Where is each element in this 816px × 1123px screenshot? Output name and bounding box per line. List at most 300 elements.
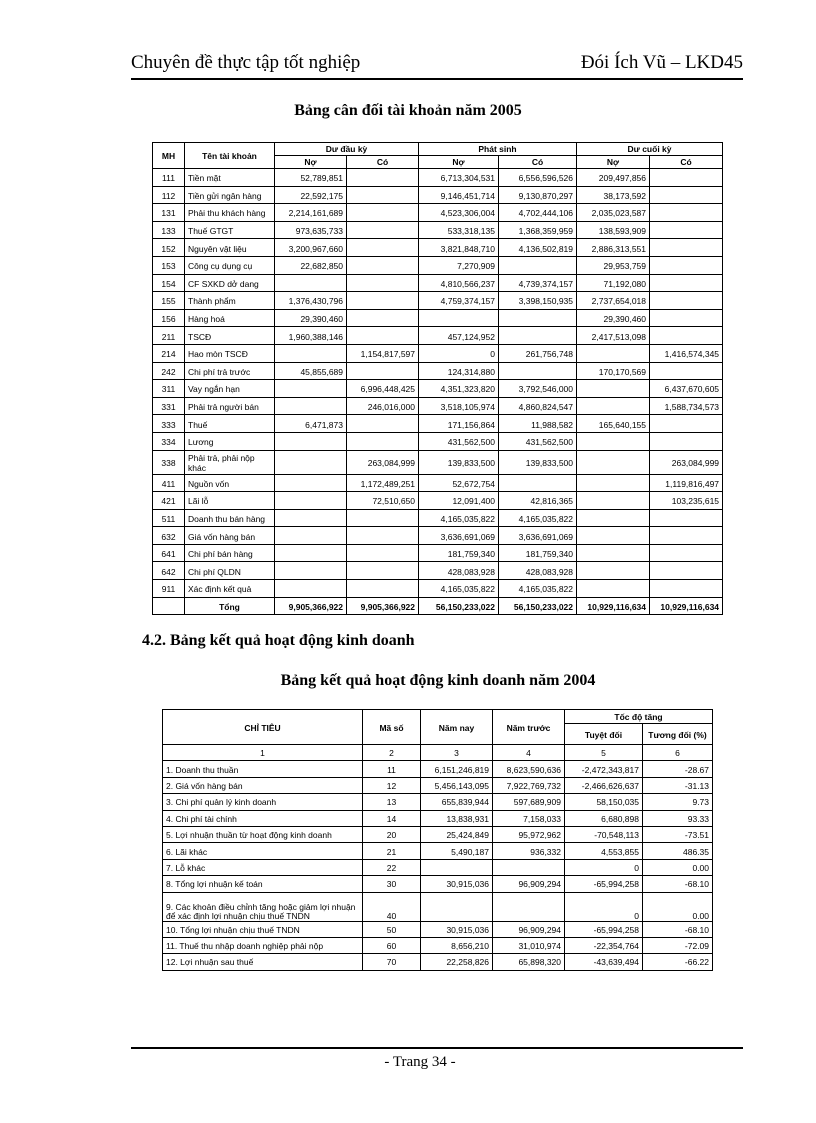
opening-debit — [275, 274, 347, 292]
movement-credit: 428,083,928 — [499, 562, 577, 580]
relative-change: 486.35 — [643, 843, 713, 859]
movement-credit: 4,165,035,822 — [499, 509, 577, 527]
absolute-change: -43,639,494 — [565, 954, 643, 970]
movement-debit: 457,124,952 — [419, 327, 499, 345]
account-code: 155 — [153, 292, 185, 310]
opening-debit — [275, 492, 347, 510]
account-name: Giá vốn hàng bán — [185, 527, 275, 545]
opening-credit: 246,016,000 — [347, 397, 419, 415]
item-code: 12 — [363, 777, 421, 793]
col-this-year-header: Năm nay — [421, 710, 493, 745]
absolute-change: -70,548,113 — [565, 826, 643, 842]
account-name: Công cụ dụng cụ — [185, 256, 275, 274]
absolute-change: -65,994,258 — [565, 921, 643, 937]
table-row — [153, 509, 723, 527]
this-year-value: 30,915,036 — [421, 876, 493, 892]
closing-credit: 6,437,670,605 — [650, 380, 723, 398]
opening-debit: 52,789,851 — [275, 169, 347, 187]
col-name-header: Tên tài khoản — [185, 143, 275, 169]
table-row — [163, 777, 713, 793]
last-year-value: 936,332 — [493, 843, 565, 859]
item-name: 1. Doanh thu thuần — [163, 761, 363, 777]
movement-credit: 4,702,444,106 — [499, 204, 577, 222]
table-row — [153, 527, 723, 545]
total-label: Tổng — [185, 597, 275, 615]
closing-debit: 71,192,080 — [577, 274, 650, 292]
relative-change: -31.13 — [643, 777, 713, 793]
closing-debit — [577, 527, 650, 545]
opening-credit — [347, 292, 419, 310]
opening-credit — [347, 274, 419, 292]
item-name: 5. Lợi nhuận thuần từ hoạt động kinh doanh — [163, 826, 363, 842]
table-row — [153, 186, 723, 204]
closing-debit: 138,593,909 — [577, 221, 650, 239]
account-name: Thành phẩm — [185, 292, 275, 310]
movement-credit: 431,562,500 — [499, 432, 577, 450]
table-row — [153, 492, 723, 510]
account-code: 111 — [153, 169, 185, 187]
absolute-change: 4,553,855 — [565, 843, 643, 859]
movement-debit: 139,833,500 — [419, 450, 499, 474]
opening-credit — [347, 186, 419, 204]
last-year-value: 7,922,769,732 — [493, 777, 565, 793]
closing-credit — [650, 362, 723, 380]
closing-credit — [650, 186, 723, 204]
last-year-value: 65,898,320 — [493, 954, 565, 970]
opening-credit — [347, 562, 419, 580]
item-code: 14 — [363, 810, 421, 826]
opening-debit — [275, 397, 347, 415]
opening-credit — [347, 204, 419, 222]
opening-debit: 3,200,967,660 — [275, 239, 347, 257]
opening-debit — [275, 580, 347, 598]
account-code: 156 — [153, 309, 185, 327]
last-year-value: 95,972,962 — [493, 826, 565, 842]
movement-debit: 0 — [419, 344, 499, 362]
movement-credit: 3,636,691,069 — [499, 527, 577, 545]
item-code: 70 — [363, 954, 421, 970]
account-name: Lãi lỗ — [185, 492, 275, 510]
opening-debit: 22,682,850 — [275, 256, 347, 274]
movement-debit: 4,523,306,004 — [419, 204, 499, 222]
item-name: 7. Lỗ khác — [163, 859, 363, 875]
this-year-value: 25,424,849 — [421, 826, 493, 842]
total-blank — [153, 597, 185, 615]
closing-debit: 2,737,654,018 — [577, 292, 650, 310]
item-code: 21 — [363, 843, 421, 859]
col-number: 6 — [643, 745, 713, 761]
movement-credit: 4,739,374,157 — [499, 274, 577, 292]
account-name: Xác định kết quả — [185, 580, 275, 598]
account-name: TSCĐ — [185, 327, 275, 345]
col-last-year-header: Năm trước — [493, 710, 565, 745]
account-name: Chi phí bán hàng — [185, 544, 275, 562]
account-name: Thuế — [185, 415, 275, 433]
opening-debit: 1,960,388,146 — [275, 327, 347, 345]
this-year-value: 655,839,944 — [421, 794, 493, 810]
opening-credit — [347, 169, 419, 187]
table-row — [153, 309, 723, 327]
table-row — [163, 810, 713, 826]
account-code: 421 — [153, 492, 185, 510]
table-row — [163, 937, 713, 953]
last-year-value: 597,689,909 — [493, 794, 565, 810]
last-year-value: 7,158,033 — [493, 810, 565, 826]
account-name: Hàng hoá — [185, 309, 275, 327]
page-number: - Trang 34 - — [384, 1054, 456, 1070]
movement-credit: 4,165,035,822 — [499, 580, 577, 598]
closing-credit — [650, 292, 723, 310]
movement-debit: 7,270,909 — [419, 256, 499, 274]
movement-debit: 52,672,754 — [419, 474, 499, 492]
table-row — [163, 761, 713, 777]
movement-credit: 11,988,582 — [499, 415, 577, 433]
col-number: 4 — [493, 745, 565, 761]
opening-credit — [347, 432, 419, 450]
closing-credit — [650, 239, 723, 257]
closing-debit — [577, 474, 650, 492]
table-row — [153, 327, 723, 345]
opening-debit: 6,471,873 — [275, 415, 347, 433]
movement-debit: 3,821,848,710 — [419, 239, 499, 257]
header-right: Đói Ích Vũ – LKD45 — [580, 52, 743, 73]
opening-credit — [347, 309, 419, 327]
absolute-change: -2,472,343,817 — [565, 761, 643, 777]
opening-debit: 2,214,161,689 — [275, 204, 347, 222]
movement-debit: 4,165,035,822 — [419, 580, 499, 598]
account-code: 338 — [153, 450, 185, 474]
item-code: 20 — [363, 826, 421, 842]
account-code: 331 — [153, 397, 185, 415]
closing-credit — [650, 580, 723, 598]
movement-credit: 3,398,150,935 — [499, 292, 577, 310]
opening-credit: 263,084,999 — [347, 450, 419, 474]
income-table — [162, 709, 713, 971]
closing-debit — [577, 432, 650, 450]
total-row — [153, 597, 723, 615]
total-md: 56,150,233,022 — [419, 597, 499, 615]
closing-debit — [577, 380, 650, 398]
table-row — [163, 921, 713, 937]
page-header — [131, 52, 743, 78]
closing-credit — [650, 309, 723, 327]
item-name: 9. Các khoản điều chỉnh tăng hoặc giảm lợi nhuận để xác định lợi nhuận chịu thuế TNDN — [163, 892, 363, 921]
col-number: 3 — [421, 745, 493, 761]
closing-credit — [650, 544, 723, 562]
closing-credit — [650, 527, 723, 545]
movement-debit: 3,636,691,069 — [419, 527, 499, 545]
last-year-value: 96,909,294 — [493, 921, 565, 937]
relative-change: -68.10 — [643, 921, 713, 937]
closing-credit — [650, 415, 723, 433]
movement-credit: 3,792,546,000 — [499, 380, 577, 398]
movement-credit — [499, 327, 577, 345]
closing-credit — [650, 221, 723, 239]
col-closing-header: Dư cuối kỳ — [577, 143, 723, 156]
account-code: 311 — [153, 380, 185, 398]
item-code: 13 — [363, 794, 421, 810]
credit-header: Có — [347, 156, 419, 169]
opening-debit — [275, 432, 347, 450]
closing-debit: 29,953,759 — [577, 256, 650, 274]
opening-credit: 1,172,489,251 — [347, 474, 419, 492]
account-code: 214 — [153, 344, 185, 362]
closing-debit — [577, 544, 650, 562]
movement-debit — [419, 309, 499, 327]
closing-debit: 170,170,569 — [577, 362, 650, 380]
account-name: Tiền gửi ngân hàng — [185, 186, 275, 204]
item-name: 2. Giá vốn hàng bán — [163, 777, 363, 793]
relative-change: 93.33 — [643, 810, 713, 826]
table-row — [153, 256, 723, 274]
opening-debit — [275, 562, 347, 580]
closing-credit: 1,588,734,573 — [650, 397, 723, 415]
col-movement-header: Phát sinh — [419, 143, 577, 156]
movement-credit: 261,756,748 — [499, 344, 577, 362]
column-number-row — [163, 745, 713, 761]
closing-debit: 2,417,513,098 — [577, 327, 650, 345]
this-year-value: 30,915,036 — [421, 921, 493, 937]
col-code-header: MH — [153, 143, 185, 169]
table-row — [163, 892, 713, 921]
closing-credit — [650, 256, 723, 274]
opening-debit — [275, 544, 347, 562]
movement-credit — [499, 474, 577, 492]
closing-debit: 2,035,023,587 — [577, 204, 650, 222]
item-code: 60 — [363, 937, 421, 953]
item-name: 12. Lợi nhuận sau thuế — [163, 954, 363, 970]
relative-change: -73.51 — [643, 826, 713, 842]
table-row — [153, 580, 723, 598]
relative-change: 0.00 — [643, 892, 713, 921]
debit-header: Nợ — [419, 156, 499, 169]
account-name: Phải trả, phải nộp khác — [185, 450, 275, 474]
total-oc: 9,905,366,922 — [347, 597, 419, 615]
account-name: Chi phí trả trước — [185, 362, 275, 380]
table-row — [153, 169, 723, 187]
closing-debit: 38,173,592 — [577, 186, 650, 204]
this-year-value: 6,151,246,819 — [421, 761, 493, 777]
closing-debit — [577, 580, 650, 598]
closing-credit — [650, 509, 723, 527]
movement-credit — [499, 309, 577, 327]
opening-debit: 29,390,460 — [275, 309, 347, 327]
col-opening-header: Dư đầu kỳ — [275, 143, 419, 156]
closing-debit: 2,886,313,551 — [577, 239, 650, 257]
account-code: 242 — [153, 362, 185, 380]
item-name: 11. Thuế thu nhập doanh nghiệp phải nộp — [163, 937, 363, 953]
movement-debit: 3,518,105,974 — [419, 397, 499, 415]
opening-credit: 1,154,817,597 — [347, 344, 419, 362]
col-code-header: Mã số — [363, 710, 421, 745]
footer-rule — [131, 1047, 743, 1049]
opening-credit: 72,510,650 — [347, 492, 419, 510]
relative-change: -66.22 — [643, 954, 713, 970]
opening-debit — [275, 380, 347, 398]
absolute-change: 0 — [565, 859, 643, 875]
this-year-value: 5,490,187 — [421, 843, 493, 859]
opening-credit — [347, 415, 419, 433]
account-name: Tiền mặt — [185, 169, 275, 187]
opening-credit — [347, 362, 419, 380]
item-name: 3. Chi phí quản lý kinh doanh — [163, 794, 363, 810]
account-name: Nguồn vốn — [185, 474, 275, 492]
debit-header: Nợ — [275, 156, 347, 169]
relative-change: 0.00 — [643, 859, 713, 875]
opening-debit: 22,592,175 — [275, 186, 347, 204]
closing-credit: 103,235,615 — [650, 492, 723, 510]
movement-credit: 9,130,870,297 — [499, 186, 577, 204]
table-row — [163, 826, 713, 842]
account-code: 511 — [153, 509, 185, 527]
movement-credit: 1,368,359,959 — [499, 221, 577, 239]
relative-change: -72.09 — [643, 937, 713, 953]
movement-debit: 171,156,864 — [419, 415, 499, 433]
table-row — [153, 344, 723, 362]
this-year-value: 8,656,210 — [421, 937, 493, 953]
closing-credit — [650, 274, 723, 292]
income-title: Bảng kết quả hoạt động kinh doanh năm 2004 — [280, 672, 596, 689]
credit-header: Có — [650, 156, 723, 169]
item-code: 40 — [363, 892, 421, 921]
movement-debit: 12,091,400 — [419, 492, 499, 510]
table-row — [163, 859, 713, 875]
item-name: 8. Tổng lợi nhuận kế toán — [163, 876, 363, 892]
movement-debit: 431,562,500 — [419, 432, 499, 450]
movement-debit: 4,759,374,157 — [419, 292, 499, 310]
closing-credit: 263,084,999 — [650, 450, 723, 474]
this-year-value: 5,456,143,095 — [421, 777, 493, 793]
relative-header: Tương đối (%) — [643, 724, 713, 745]
last-year-value: 31,010,974 — [493, 937, 565, 953]
movement-credit — [499, 256, 577, 274]
account-code: 333 — [153, 415, 185, 433]
item-code: 50 — [363, 921, 421, 937]
account-code: 632 — [153, 527, 185, 545]
last-year-value: 96,909,294 — [493, 876, 565, 892]
balance-table — [152, 142, 723, 615]
account-name: Vay ngắn hạn — [185, 380, 275, 398]
movement-debit: 6,713,304,531 — [419, 169, 499, 187]
table-row — [153, 415, 723, 433]
movement-credit: 4,860,824,547 — [499, 397, 577, 415]
table-row — [153, 274, 723, 292]
movement-debit: 9,146,451,714 — [419, 186, 499, 204]
last-year-value — [493, 892, 565, 921]
table-row — [153, 544, 723, 562]
absolute-change: -65,994,258 — [565, 876, 643, 892]
closing-credit — [650, 204, 723, 222]
account-code: 133 — [153, 221, 185, 239]
col-number: 1 — [163, 745, 363, 761]
account-name: Lương — [185, 432, 275, 450]
account-code: 154 — [153, 274, 185, 292]
opening-credit: 6,996,448,425 — [347, 380, 419, 398]
account-code: 131 — [153, 204, 185, 222]
account-code: 411 — [153, 474, 185, 492]
last-year-value — [493, 859, 565, 875]
movement-credit: 4,136,502,819 — [499, 239, 577, 257]
relative-change: -68.10 — [643, 876, 713, 892]
this-year-value — [421, 892, 493, 921]
total-mc: 56,150,233,022 — [499, 597, 577, 615]
opening-debit: 45,855,689 — [275, 362, 347, 380]
relative-change: 9.73 — [643, 794, 713, 810]
movement-credit: 42,816,365 — [499, 492, 577, 510]
total-cc: 10,929,116,634 — [650, 597, 723, 615]
movement-debit: 181,759,340 — [419, 544, 499, 562]
relative-change: -28.67 — [643, 761, 713, 777]
opening-credit — [347, 527, 419, 545]
table-row — [153, 204, 723, 222]
table-row — [153, 239, 723, 257]
closing-credit: 1,119,816,497 — [650, 474, 723, 492]
closing-credit — [650, 432, 723, 450]
closing-credit: 1,416,574,345 — [650, 344, 723, 362]
opening-credit — [347, 239, 419, 257]
movement-debit: 124,314,880 — [419, 362, 499, 380]
account-code: 152 — [153, 239, 185, 257]
closing-debit — [577, 562, 650, 580]
item-name: 4. Chi phí tài chính — [163, 810, 363, 826]
opening-credit — [347, 256, 419, 274]
absolute-change: 0 — [565, 892, 643, 921]
item-code: 22 — [363, 859, 421, 875]
movement-credit: 181,759,340 — [499, 544, 577, 562]
col-growth-header: Tốc độ tăng — [565, 710, 713, 724]
account-name: Chi phí QLDN — [185, 562, 275, 580]
account-name: Hao mòn TSCĐ — [185, 344, 275, 362]
balance-header-row — [153, 143, 723, 156]
account-name: Thuế GTGT — [185, 221, 275, 239]
closing-debit — [577, 397, 650, 415]
table-row — [153, 450, 723, 474]
closing-debit — [577, 450, 650, 474]
opening-debit — [275, 474, 347, 492]
col-item-header: CHỈ TIÊU — [163, 710, 363, 745]
item-code: 30 — [363, 876, 421, 892]
absolute-change: 58,150,035 — [565, 794, 643, 810]
table-row — [153, 432, 723, 450]
closing-debit — [577, 492, 650, 510]
absolute-change: -22,354,764 — [565, 937, 643, 953]
table-row — [153, 362, 723, 380]
opening-debit — [275, 450, 347, 474]
this-year-value: 13,838,931 — [421, 810, 493, 826]
col-number: 5 — [565, 745, 643, 761]
item-code: 11 — [363, 761, 421, 777]
this-year-value: 22,258,826 — [421, 954, 493, 970]
closing-credit — [650, 562, 723, 580]
debit-header: Nợ — [577, 156, 650, 169]
table-row — [163, 954, 713, 970]
closing-credit — [650, 169, 723, 187]
table-row — [153, 397, 723, 415]
account-code: 911 — [153, 580, 185, 598]
account-code: 112 — [153, 186, 185, 204]
this-year-value — [421, 859, 493, 875]
table-row — [163, 876, 713, 892]
closing-debit — [577, 509, 650, 527]
opening-credit — [347, 580, 419, 598]
item-name: 10. Tổng lợi nhuận chịu thuế TNDN — [163, 921, 363, 937]
absolute-header: Tuyệt đối — [565, 724, 643, 745]
opening-credit — [347, 509, 419, 527]
table-row — [153, 380, 723, 398]
movement-debit: 428,083,928 — [419, 562, 499, 580]
credit-header: Có — [499, 156, 577, 169]
table-row — [153, 562, 723, 580]
